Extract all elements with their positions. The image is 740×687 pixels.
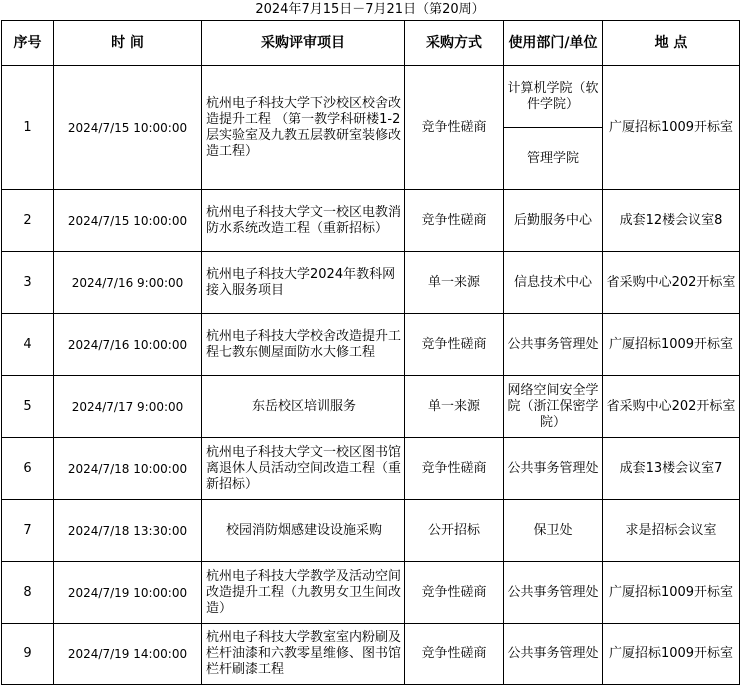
row-dept: 信息技术中心 bbox=[504, 252, 603, 314]
row-project: 杭州电子科技大学文一校区电教消防水系统改造工程（重新招标） bbox=[202, 190, 405, 252]
row-project: 杭州电子科技大学教学及活动空间改造提升工程（九教男女卫生间改造） bbox=[202, 562, 405, 624]
row-time: 2024/7/18 10:00:00 bbox=[54, 438, 202, 500]
row-dept: 保卫处 bbox=[504, 500, 603, 562]
row-dept: 管理学院 bbox=[504, 128, 603, 190]
table-row bbox=[2, 500, 740, 562]
row-no: 9 bbox=[2, 624, 54, 685]
row-time: 2024/7/19 10:00:00 bbox=[54, 562, 202, 624]
table-row bbox=[2, 190, 740, 252]
row-time: 2024/7/18 13:30:00 bbox=[54, 500, 202, 562]
header-no: 序号 bbox=[2, 21, 54, 66]
row-method: 公开招标 bbox=[405, 500, 504, 562]
header-method: 采购方式 bbox=[405, 21, 504, 66]
row-dept: 公共事务管理处 bbox=[504, 438, 603, 500]
table-row bbox=[2, 252, 740, 314]
schedule-caption: 2024年7月15日－7月21日（第20周） bbox=[255, 2, 485, 17]
row-dept: 网络空间安全学院（浙江保密学院） bbox=[504, 376, 603, 438]
row-dept: 公共事务管理处 bbox=[504, 562, 603, 624]
row-dept: 计算机学院（软件学院） bbox=[504, 66, 603, 128]
table-header-row bbox=[2, 21, 740, 66]
table-row bbox=[2, 438, 740, 500]
table-row bbox=[2, 66, 740, 128]
row-method: 竞争性磋商 bbox=[405, 562, 504, 624]
procurement-schedule-table bbox=[1, 20, 740, 685]
row-no: 4 bbox=[2, 314, 54, 376]
row-place: 省采购中心202开标室 bbox=[603, 376, 740, 438]
row-place: 广厦招标1009开标室 bbox=[603, 314, 740, 376]
row-method: 竞争性磋商 bbox=[405, 624, 504, 685]
row-method: 竞争性磋商 bbox=[405, 314, 504, 376]
row-no: 5 bbox=[2, 376, 54, 438]
row-project: 杭州电子科技大学校舍改造提升工程七教东侧屋面防水大修工程 bbox=[202, 314, 405, 376]
header-project: 采购评审项目 bbox=[202, 21, 405, 66]
row-time: 2024/7/16 9:00:00 bbox=[54, 252, 202, 314]
row-project: 杭州电子科技大学下沙校区校舍改造提升工程 （第一教学科研楼1-2层实验室及九教五层教研室装修改造工程） bbox=[202, 66, 405, 190]
row-time: 2024/7/17 9:00:00 bbox=[54, 376, 202, 438]
row-no: 2 bbox=[2, 190, 54, 252]
table-row bbox=[2, 376, 740, 438]
row-no: 7 bbox=[2, 500, 54, 562]
row-place: 求是招标会议室 bbox=[603, 500, 740, 562]
row-project: 杭州电子科技大学文一校区图书馆离退休人员活动空间改造工程（重新招标） bbox=[202, 438, 405, 500]
row-time: 2024/7/15 10:00:00 bbox=[54, 66, 202, 190]
row-time: 2024/7/15 10:00:00 bbox=[54, 190, 202, 252]
row-place: 广厦招标1009开标室 bbox=[603, 562, 740, 624]
row-no: 6 bbox=[2, 438, 54, 500]
row-place: 广厦招标1009开标室 bbox=[603, 624, 740, 685]
row-method: 竞争性磋商 bbox=[405, 66, 504, 190]
row-dept: 后勤服务中心 bbox=[504, 190, 603, 252]
row-project: 杭州电子科技大学教室室内粉刷及栏杆油漆和六教零星维修、图书馆栏杆刷漆工程 bbox=[202, 624, 405, 685]
header-place: 地 点 bbox=[603, 21, 740, 66]
row-place: 成套13楼会议室7 bbox=[603, 438, 740, 500]
row-no: 3 bbox=[2, 252, 54, 314]
row-time: 2024/7/19 14:00:00 bbox=[54, 624, 202, 685]
row-project: 校园消防烟感建设设施采购 bbox=[202, 500, 405, 562]
row-place: 省采购中心202开标室 bbox=[603, 252, 740, 314]
row-method: 竞争性磋商 bbox=[405, 438, 504, 500]
row-no: 1 bbox=[2, 66, 54, 190]
row-method: 竞争性磋商 bbox=[405, 190, 504, 252]
row-no: 8 bbox=[2, 562, 54, 624]
header-time: 时 间 bbox=[54, 21, 202, 66]
table-row bbox=[2, 314, 740, 376]
row-method: 单一来源 bbox=[405, 252, 504, 314]
row-place: 成套12楼会议室8 bbox=[603, 190, 740, 252]
row-project: 杭州电子科技大学2024年教科网接入服务项目 bbox=[202, 252, 405, 314]
header-dept: 使用部门/单位 bbox=[504, 21, 603, 66]
row-method: 单一来源 bbox=[405, 376, 504, 438]
row-time: 2024/7/16 10:00:00 bbox=[54, 314, 202, 376]
row-dept: 公共事务管理处 bbox=[504, 314, 603, 376]
table-row bbox=[2, 562, 740, 624]
row-place: 广厦招标1009开标室 bbox=[603, 66, 740, 190]
row-dept: 公共事务管理处 bbox=[504, 624, 603, 685]
table-row bbox=[2, 624, 740, 685]
row-project: 东岳校区培训服务 bbox=[202, 376, 405, 438]
